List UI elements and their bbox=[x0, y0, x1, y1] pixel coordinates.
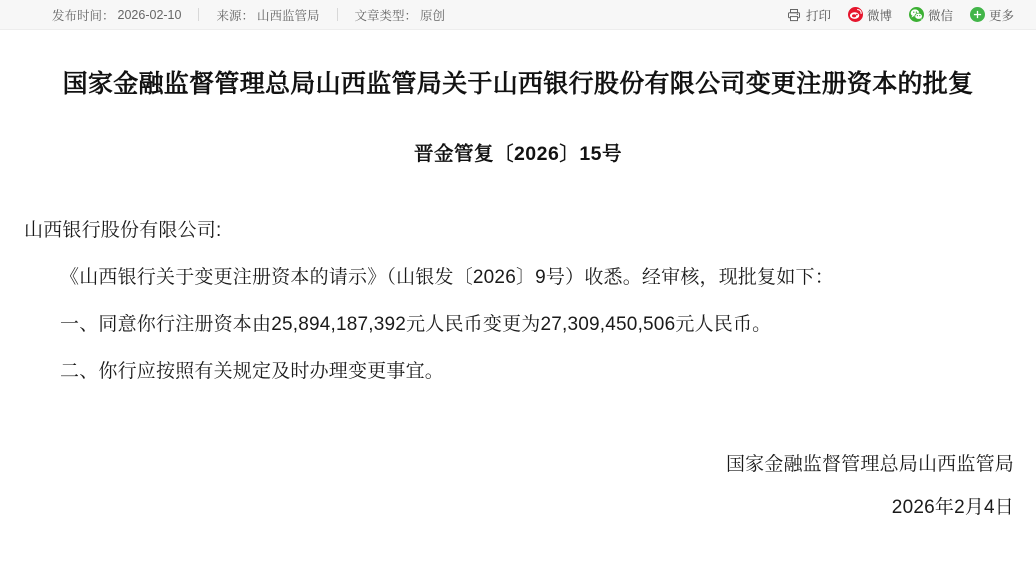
publish-time bbox=[52, 6, 181, 24]
body-paragraph-3: 二、你行应按照有关规定及时办理变更事宜。 bbox=[60, 360, 445, 382]
signature-date: 2026年2月4日 bbox=[891, 497, 1014, 519]
article-type bbox=[355, 6, 446, 24]
article-type-label: 文章类型： bbox=[354, 8, 418, 23]
article-type-value: 原创 bbox=[420, 8, 446, 23]
weibo-label: 微博 bbox=[866, 8, 892, 23]
signature-organization: 国家金融监督管理总局山西监管局 bbox=[725, 454, 1014, 476]
share-toolbar bbox=[787, 6, 1014, 24]
weibo-share-button[interactable] bbox=[848, 6, 892, 24]
source-value: 山西监管局 bbox=[256, 8, 320, 23]
print-button[interactable] bbox=[787, 6, 831, 24]
meta-divider-1 bbox=[198, 8, 199, 21]
print-label: 打印 bbox=[805, 8, 831, 23]
source-label: 来源： bbox=[216, 8, 254, 23]
plus-circle-icon bbox=[970, 7, 985, 22]
wechat-icon bbox=[909, 7, 924, 22]
addressee-line: 山西银行股份有限公司: bbox=[24, 219, 222, 241]
printer-icon bbox=[787, 7, 802, 22]
weibo-icon bbox=[848, 7, 863, 22]
more-share-button[interactable] bbox=[970, 6, 1014, 24]
meta-info-group bbox=[52, 6, 445, 24]
source bbox=[216, 6, 319, 24]
wechat-label: 微信 bbox=[927, 8, 953, 23]
publish-time-value: 2026-02-10 bbox=[117, 7, 182, 22]
wechat-share-button[interactable] bbox=[909, 6, 953, 24]
document-body bbox=[22, 212, 1014, 392]
meta-divider-2 bbox=[337, 8, 338, 21]
publish-time-label: 发布时间： bbox=[52, 8, 115, 23]
article-meta-bar bbox=[0, 0, 1036, 30]
body-paragraph-1: 《山西银行关于变更注册资本的请示》（山银发〔2026〕9号）收悉。经审核，现批复如下： bbox=[60, 266, 834, 288]
more-label: 更多 bbox=[988, 8, 1014, 23]
document-number: 晋金管复〔2026〕15号 bbox=[413, 142, 623, 165]
document-content bbox=[0, 68, 1036, 392]
page-title: 国家金融监督管理总局山西监管局关于山西银行股份有限公司变更注册资本的批复 bbox=[62, 70, 974, 98]
body-paragraph-2: 一、同意你行注册资本由25,894,187,392元人民币变更为27,309,450,506元人民币。 bbox=[60, 313, 772, 335]
signature-block bbox=[726, 446, 1014, 528]
